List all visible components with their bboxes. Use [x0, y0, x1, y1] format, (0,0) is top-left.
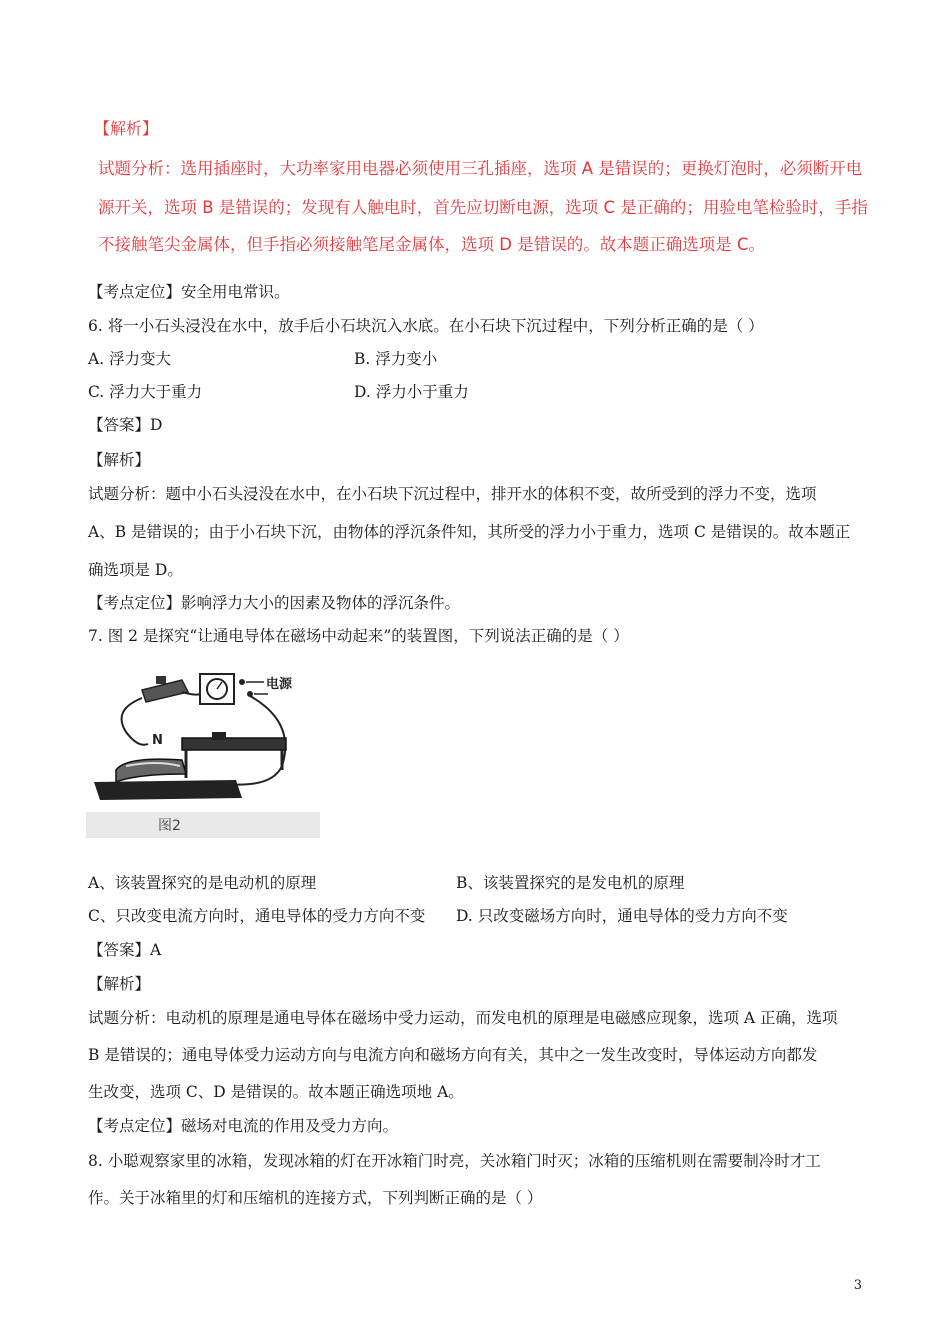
- question-stem: 作。关于冰箱里的灯和压缩机的连接方式，下列判断正确的是（ ）: [88, 1189, 543, 1207]
- option-c: C. 浮力大于重力: [88, 383, 203, 401]
- kaodian-line: 【考点定位】安全用电常识。: [88, 283, 290, 301]
- option-a: A、该装置探究的是电动机的原理: [88, 874, 317, 892]
- option-d: D. 浮力小于重力: [354, 383, 469, 401]
- apparatus-figure: [86, 662, 320, 838]
- question-stem: 8. 小聪观察家里的冰箱，发现冰箱的灯在开冰箱门时亮，关冰箱门时灭；冰箱的压缩机则在需要制冷时才工: [88, 1152, 821, 1170]
- page-number: 3: [853, 1278, 862, 1293]
- analysis-line: 源开关，选项 B 是错误的；发现有人触电时，首先应切断电源，选项 C 是正确的；用验电笔检验时，手指: [98, 198, 868, 217]
- question-stem: 7. 图 2 是探究“让通电导体在磁场中动起来”的装置图，下列说法正确的是（ ）: [88, 627, 629, 645]
- answer-line: 【答案】D: [88, 416, 163, 434]
- base-plate: [94, 780, 242, 800]
- analysis-heading: 【解析】: [88, 451, 151, 469]
- figure-caption: 图2: [158, 818, 181, 834]
- kaodian-line: 【考点定位】磁场对电流的作用及受力方向。: [88, 1117, 399, 1135]
- analysis-line: B 是错误的；通电导体受力运动方向与电流方向和磁场方向有关，其中之一发生改变时，导体运动方向都发: [88, 1046, 818, 1064]
- option-b: B. 浮力变小: [354, 350, 438, 368]
- analysis-line: 试题分析：电动机的原理是通电导体在磁场中受力运动，而发电机的原理是电磁感应现象，选项 A 正确，选项: [88, 1009, 838, 1027]
- analysis-line: 确选项是 D。: [88, 561, 183, 579]
- analysis-heading: 【解析】: [94, 119, 159, 138]
- rail-frame: [182, 738, 286, 750]
- analysis-line: A、B 是错误的；由于小石块下沉，由物体的浮沉条件知，其所受的浮力小于重力，选项 C 是错误的。故本题正: [88, 523, 851, 541]
- analysis-heading: 【解析】: [88, 975, 151, 993]
- analysis-line: 生改变，选项 C、D 是错误的。故本题正确选项地 A。: [88, 1083, 464, 1101]
- analysis-line: 不接触笔尖金属体，但手指必须接触笔尾金属体，选项 D 是错误的。故本题正确选项是 C。: [98, 235, 765, 254]
- analysis-line: 试题分析：题中小石头浸没在水中，在小石块下沉过程中，排开水的体积不变，故所受到的浮力不变，选项: [88, 485, 817, 503]
- question-stem: 6. 将一小石头浸没在水中，放手后小石块沉入水底。在小石块下沉过程中，下列分析正确的是（ ）: [88, 317, 764, 335]
- option-d: D. 只改变磁场方向时，通电导体的受力方向不变: [456, 907, 788, 925]
- option-a: A. 浮力变大: [88, 350, 172, 368]
- option-b: B、该装置探究的是发电机的原理: [456, 874, 685, 892]
- kaodian-line: 【考点定位】影响浮力大小的因素及物体的浮沉条件。: [88, 594, 461, 612]
- magnet-n-label: N: [152, 733, 163, 748]
- analysis-line: 试题分析：选用插座时，大功率家用电器必须使用三孔插座，选项 A 是错误的；更换灯泡时，必须断开电: [98, 159, 863, 178]
- apparatus-drawing: [86, 662, 320, 838]
- option-c: C、只改变电流方向时，通电导体的受力方向不变: [88, 907, 426, 925]
- power-source-label: 电源: [266, 677, 293, 692]
- answer-line: 【答案】A: [88, 941, 162, 959]
